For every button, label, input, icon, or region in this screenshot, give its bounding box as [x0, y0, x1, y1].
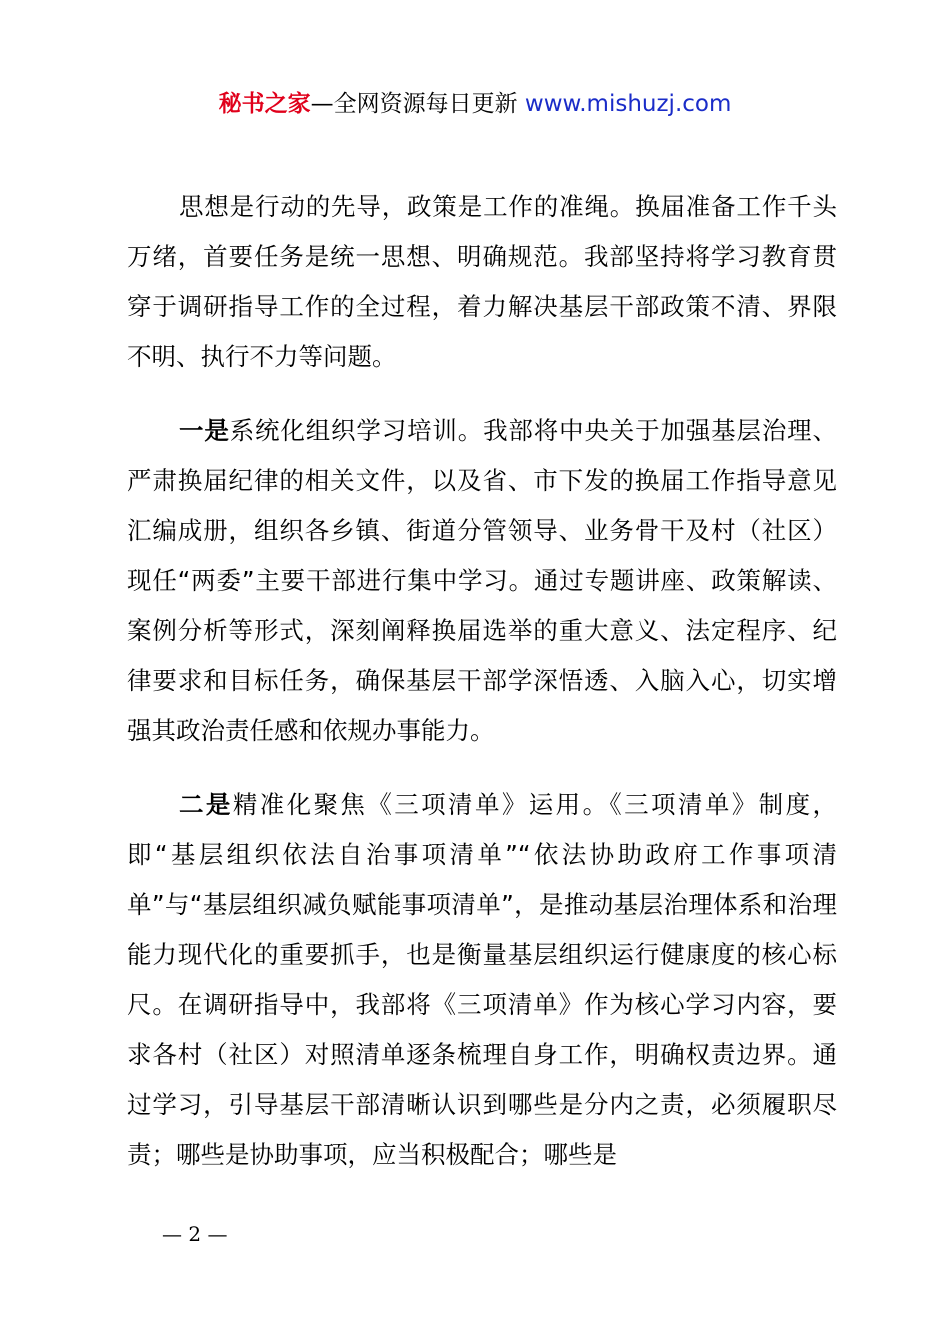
- page-header: [0, 88, 950, 120]
- brand-name: 秘书之家: [218, 91, 311, 117]
- paragraph-intro: [127, 182, 837, 382]
- paragraph-text: 系统化组织学习培训。我部将中央关于加强基层治理、严肃换届纪律的相关文件，以及省、市下发的换届工作指导意见汇编成册，组织各乡镇、街道分管领导、业务骨干及村（社区）现任“两委”主要干部进行集中学习。通过专题讲座、政策解读、案例分析等形式，深刻阐释换届选举的重大意义、法定程序、纪律要求和目标任务，确保基层干部学深悟透、入脑入心，切实增强其政治责任感和依规办事能力。: [127, 416, 838, 745]
- paragraph-point-one: [127, 406, 837, 756]
- paragraph-lead: 一是: [179, 416, 230, 445]
- website-url[interactable]: www.mishuzj.com: [524, 91, 732, 117]
- page-number: — 2 —: [162, 1222, 228, 1246]
- paragraph-text: 思想是行动的先导，政策是工作的准绳。换届准备工作千头万绪，首要任务是统一思想、明确规范。我部坚持将学习教育贯穿于调研指导工作的全过程，着力解决基层干部政策不清、界限不明、执行不力等问题。: [127, 192, 837, 371]
- paragraph-point-two: [127, 780, 837, 1180]
- header-tagline: —全网资源每日更新: [310, 91, 525, 117]
- document-body: [127, 182, 837, 1204]
- paragraph-lead: 二是: [179, 790, 233, 819]
- paragraph-text: 精准化聚焦《三项清单》运用。《三项清单》制度，即“基层组织依法自治事项清单”“依法协助政府工作事项清单”与“基层组织减负赋能事项清单”，是推动基层治理体系和治理能力现代化的重要抓手，也是衡量基层组织运行健康度的核心标尺。在调研指导中，我部将《三项清单》作为核心学习内容，要求各村（社区）对照清单逐条梳理自身工作，明确权责边界。通过学习，引导基层干部清晰认识到哪些是分内之责，必须履职尽责；哪些是协助事项，应当积极配合；哪些是: [127, 790, 837, 1169]
